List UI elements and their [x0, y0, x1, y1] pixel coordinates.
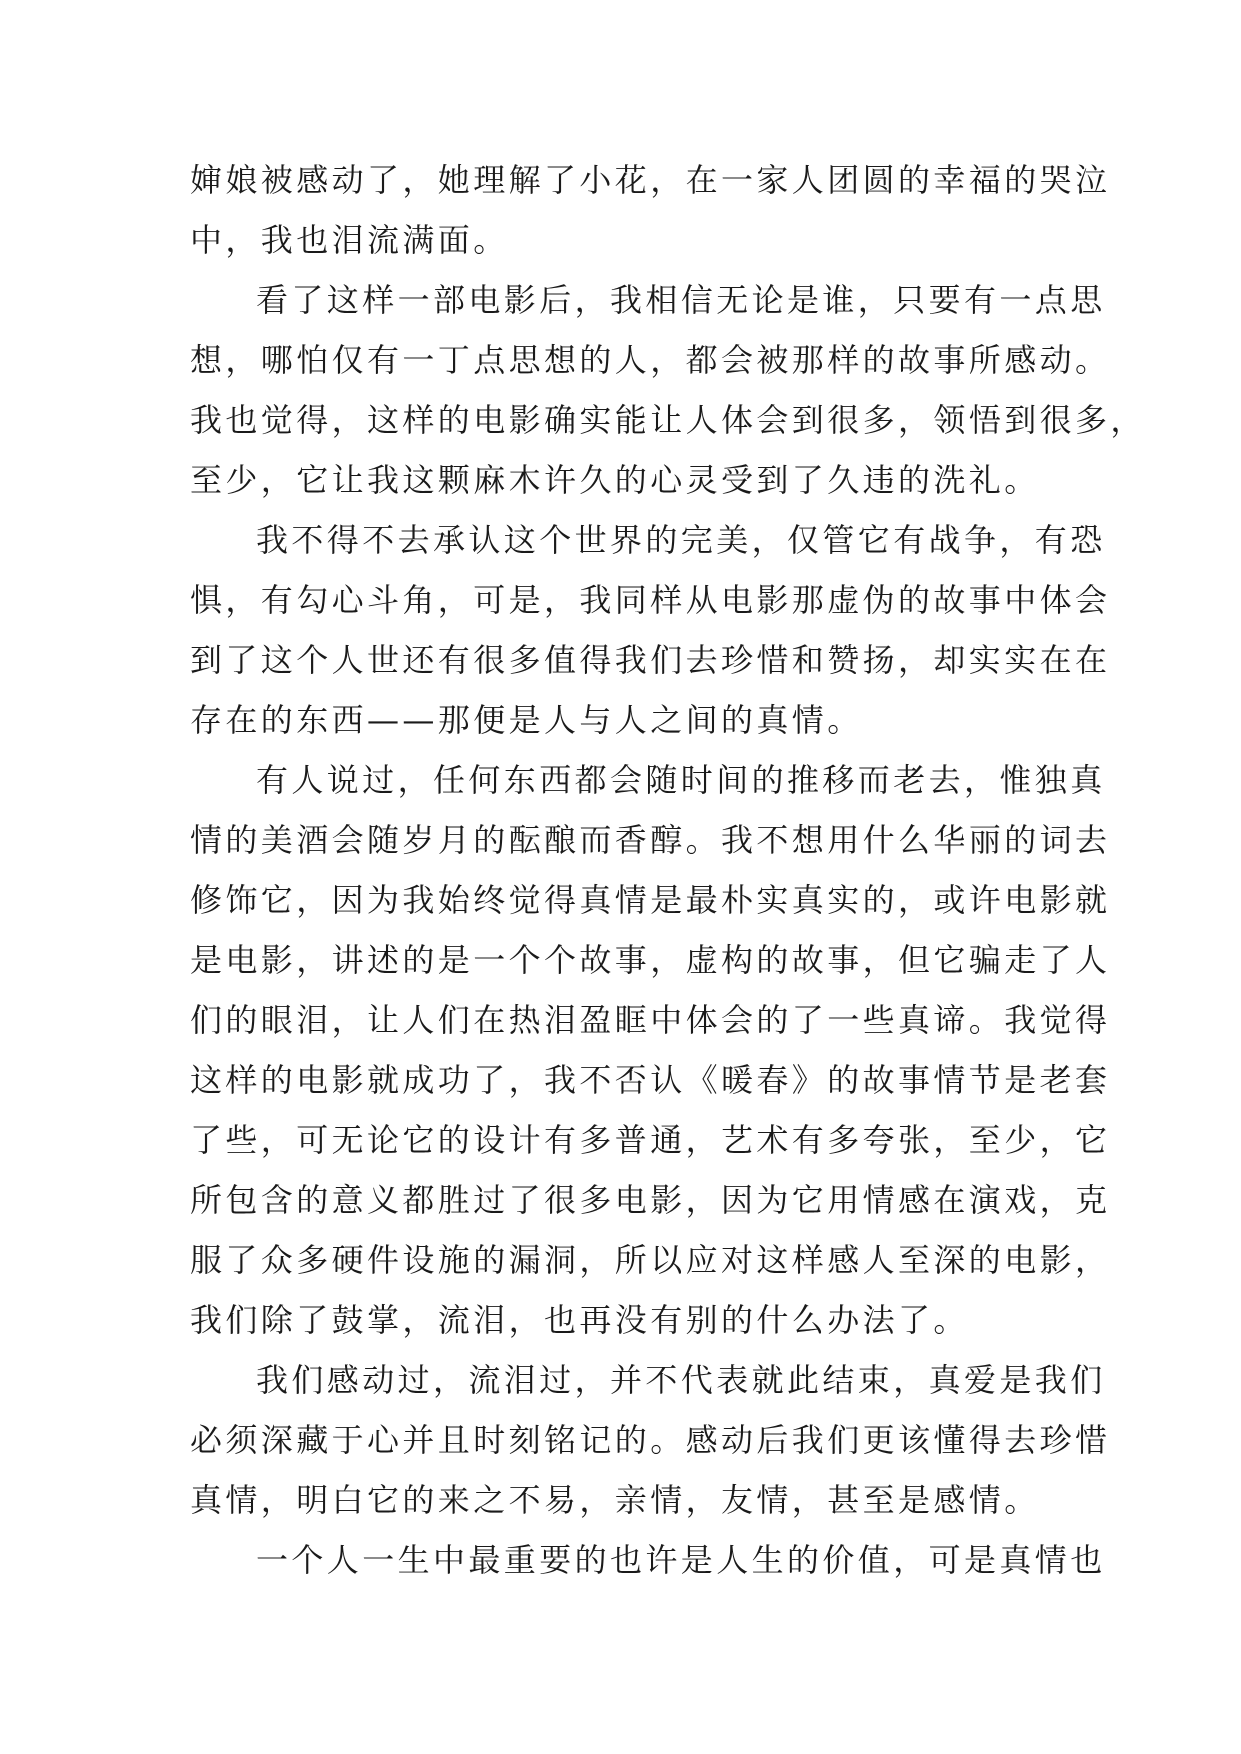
text-line-22: 必须深藏于心并且时刻铭记的。感动后我们更该懂得去珍惜	[190, 1421, 1111, 1459]
text-line-12: 情的美酒会随岁月的酝酿而香醇。我不想用什么华丽的词去	[190, 821, 1111, 859]
text-line-24: 一个人一生中最重要的也许是人生的价值，可是真情也	[256, 1541, 1106, 1579]
text-line-4: 想，哪怕仅有一丁点思想的人，都会被那样的故事所感动。	[190, 341, 1111, 379]
text-line-14: 是电影，讲述的是一个个故事，虚构的故事，但它骗走了人	[190, 941, 1111, 979]
text-line-8: 惧，有勾心斗角，可是，我同样从电影那虚伪的故事中体会	[190, 581, 1111, 619]
text-line-17: 了些，可无论它的设计有多普通，艺术有多夸张，至少，它	[190, 1121, 1111, 1159]
text-line-7: 我不得不去承认这个世界的完美，仅管它有战争，有恐	[256, 521, 1106, 559]
text-line-2: 中，我也泪流满面。	[190, 221, 509, 259]
text-line-9: 到了这个人世还有很多值得我们去珍惜和赞扬，却实实在在	[190, 641, 1111, 679]
text-line-10: 存在的东西——那便是人与人之间的真情。	[190, 701, 863, 739]
text-line-20: 我们除了鼓掌，流泪，也再没有别的什么办法了。	[190, 1301, 969, 1339]
text-line-3: 看了这样一部电影后，我相信无论是谁，只要有一点思	[256, 281, 1106, 319]
text-line-5: 我也觉得，这样的电影确实能让人体会到很多，领悟到很多，	[190, 401, 1146, 439]
text-line-6: 至少，它让我这颗麻木许久的心灵受到了久违的洗礼。	[190, 461, 1040, 499]
text-line-23: 真情，明白它的来之不易，亲情，友情，甚至是感情。	[190, 1481, 1040, 1519]
text-line-16: 这样的电影就成功了，我不否认《暖春》的故事情节是老套	[190, 1061, 1111, 1099]
text-line-11: 有人说过，任何东西都会随时间的推移而老去，惟独真	[256, 761, 1106, 799]
text-line-15: 们的眼泪，让人们在热泪盈眶中体会的了一些真谛。我觉得	[190, 1001, 1111, 1039]
text-line-18: 所包含的意义都胜过了很多电影，因为它用情感在演戏，克	[190, 1181, 1111, 1219]
document-body	[190, 150, 1146, 1590]
text-line-1: 婶娘被感动了，她理解了小花，在一家人团圆的幸福的哭泣	[190, 161, 1111, 199]
text-line-19: 服了众多硬件设施的漏洞，所以应对这样感人至深的电影，	[190, 1241, 1111, 1279]
text-line-21: 我们感动过，流泪过，并不代表就此结束，真爱是我们	[256, 1361, 1106, 1399]
text-line-13: 修饰它，因为我始终觉得真情是最朴实真实的，或许电影就	[190, 881, 1111, 919]
